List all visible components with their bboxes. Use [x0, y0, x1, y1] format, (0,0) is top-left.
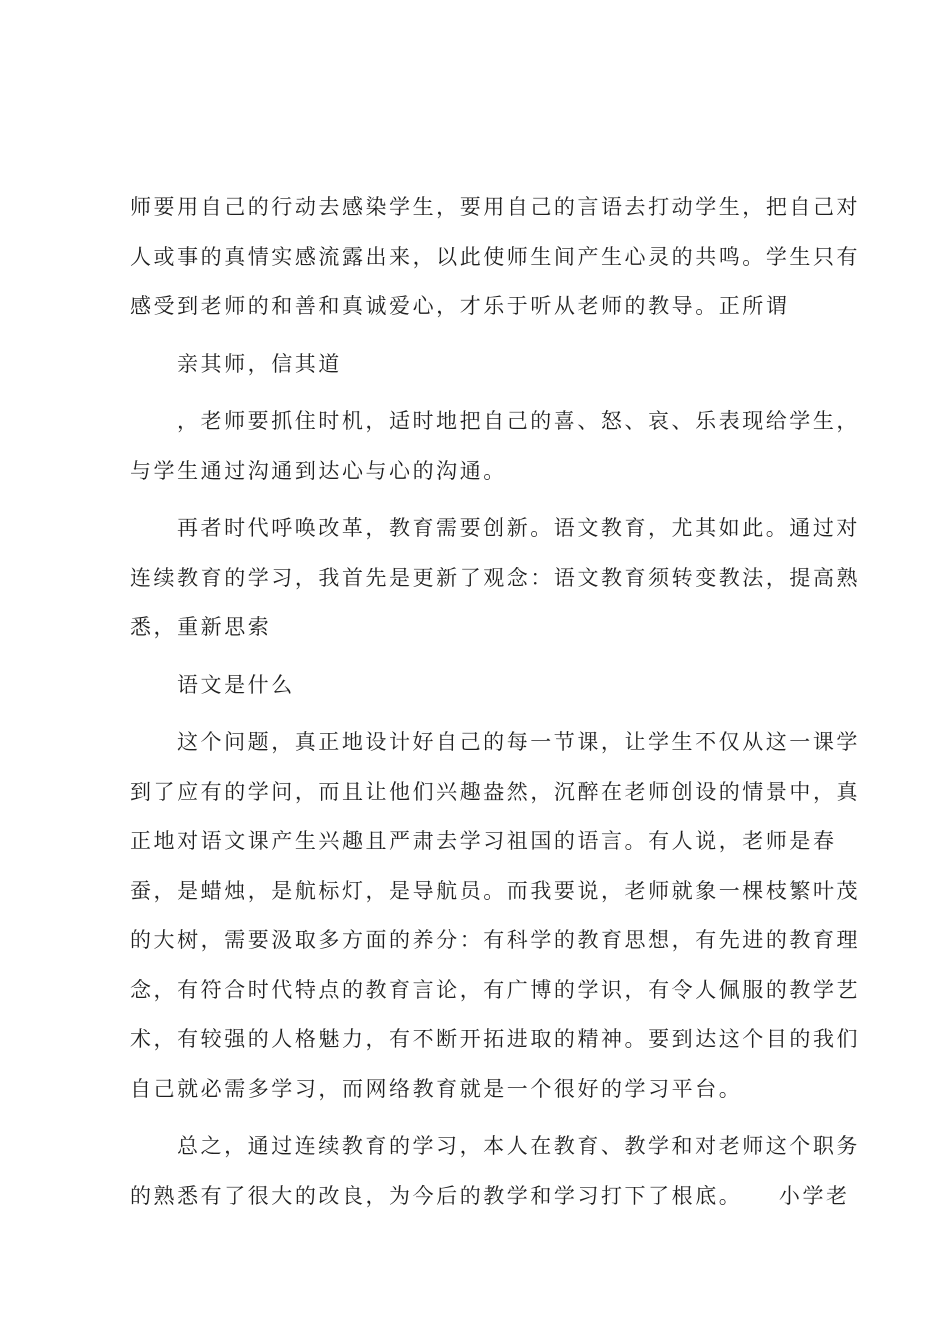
text-line: 的大树，需要汲取多方面的养分：有科学的教育思想，有先进的教育理 — [130, 928, 861, 952]
text-line: 语文是什么 — [177, 672, 295, 697]
text-line: 连续教育的学习，我首先是更新了观念：语文教育须转变教法，提高熟 — [130, 565, 861, 590]
text-line: 师要用自己的行动去感染学生，要用自己的言语去打动学生，把自己对 — [130, 195, 861, 219]
text-line: 与学生通过沟通到达心与心的沟通。 — [130, 458, 507, 483]
text-line: 总之，通过连续教育的学习，本人在教育、教学和对老师这个职务 — [177, 1134, 860, 1158]
document-body — [130, 183, 861, 1229]
text-line: 悉，重新思索 — [130, 615, 272, 639]
text-line: 蚕，是蜡烛，是航标灯，是导航员。而我要说，老师就象一棵枝繁叶茂 — [130, 878, 861, 903]
text-line: 人或事的真情实感流露出来，以此使师生间产生心灵的共鸣。学生只有 — [130, 244, 861, 269]
text-line: 的熟悉有了很大的改良，为今后的教学和学习打下了根底。 小学老 — [130, 1183, 850, 1208]
text-line: 术，有较强的人格魅力，有不断开拓进取的精神。要到达这个目的我们 — [130, 1027, 861, 1051]
text-line: 正地对语文课产生兴趣且严肃去学习祖国的语言。有人说，老师是春 — [130, 829, 837, 853]
text-line: 感受到老师的和善和真诚爱心，才乐于听从老师的教导。正所谓 — [130, 294, 790, 318]
text-line: 到了应有的学问，而且让他们兴趣盎然，沉醉在老师创设的情景中，真 — [130, 779, 861, 804]
text-line: 再者时代呼唤改革，教育需要创新。语文教育，尤其如此。通过对 — [177, 516, 860, 540]
paragraph-3 — [130, 397, 860, 496]
paragraph-2 — [130, 340, 830, 390]
paragraph-6 — [130, 718, 861, 1114]
paragraph-5 — [130, 661, 830, 711]
paragraph-7 — [130, 1122, 860, 1221]
text-line: 亲其师，信其道 — [177, 351, 342, 376]
text-line: ，老师要抓住时机，适时地把自己的喜、怒、哀、乐表现给学生， — [177, 409, 860, 433]
text-line: 这个问题，真正地设计好自己的每一节课，让学生不仅从这一课学 — [177, 730, 860, 754]
paragraph-1 — [130, 183, 861, 332]
text-line: 念，有符合时代特点的教育言论，有广博的学识，有令人佩服的教学艺 — [130, 977, 861, 1002]
paragraph-4 — [130, 504, 861, 653]
text-line: 自己就必需多学习，而网络教育就是一个很好的学习平台。 — [130, 1076, 743, 1101]
